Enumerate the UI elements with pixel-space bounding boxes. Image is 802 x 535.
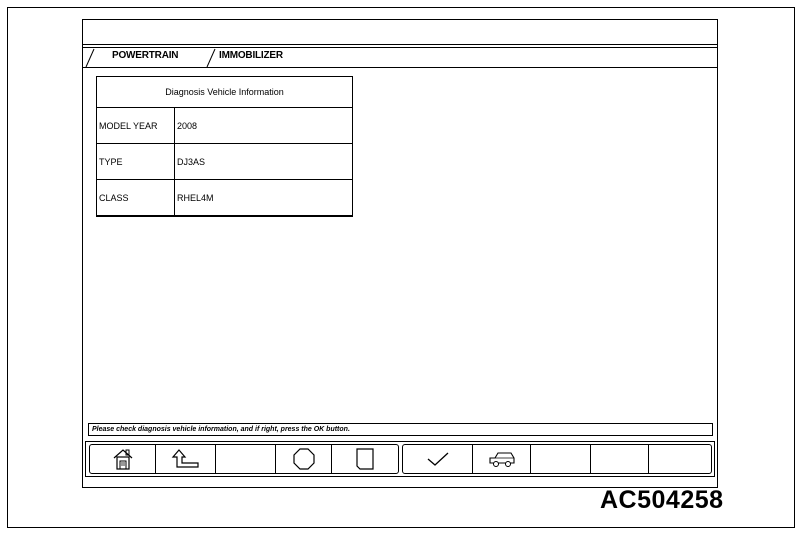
model-year-label: MODEL YEAR — [97, 108, 175, 144]
class-label: CLASS — [97, 180, 175, 217]
class-value: RHEL4M — [175, 180, 353, 217]
type-value: DJ3AS — [175, 144, 353, 180]
title-bar-divider — [83, 44, 717, 45]
figure-code: AC504258 — [600, 486, 724, 514]
blank-button-3[interactable] — [591, 445, 649, 473]
home-icon — [112, 447, 134, 471]
tab-immobilizer[interactable]: IMMOBILIZER — [219, 50, 283, 61]
vehicle-info-table — [96, 76, 353, 217]
tab-powertrain[interactable]: POWERTRAIN — [112, 50, 179, 61]
vehicle-button[interactable] — [473, 445, 531, 473]
vehicle-icon — [487, 450, 517, 468]
table-row — [97, 180, 353, 217]
table-header: Diagnosis Vehicle Information — [97, 77, 353, 108]
page-icon — [354, 447, 376, 471]
right-button-group — [402, 444, 712, 474]
left-button-group — [89, 444, 399, 474]
table-row — [97, 108, 353, 144]
type-label: TYPE — [97, 144, 175, 180]
back-icon — [171, 448, 201, 470]
back-button[interactable] — [156, 445, 216, 473]
blank-button-2[interactable] — [531, 445, 591, 473]
stop-icon — [292, 447, 316, 471]
status-message: Please check diagnosis vehicle information, and if right, press the OK button. — [88, 423, 713, 436]
blank-button-4[interactable] — [649, 445, 711, 473]
stop-button[interactable] — [276, 445, 332, 473]
ok-button[interactable] — [403, 445, 473, 473]
ok-check-icon — [425, 450, 451, 468]
function-button-bar — [85, 441, 715, 477]
page-button[interactable] — [332, 445, 398, 473]
model-year-value: 2008 — [175, 108, 353, 144]
table-row — [97, 144, 353, 180]
blank-button-1[interactable] — [216, 445, 276, 473]
home-button[interactable] — [90, 445, 156, 473]
tab-baseline — [83, 67, 717, 68]
diagnostic-screen — [82, 19, 718, 488]
